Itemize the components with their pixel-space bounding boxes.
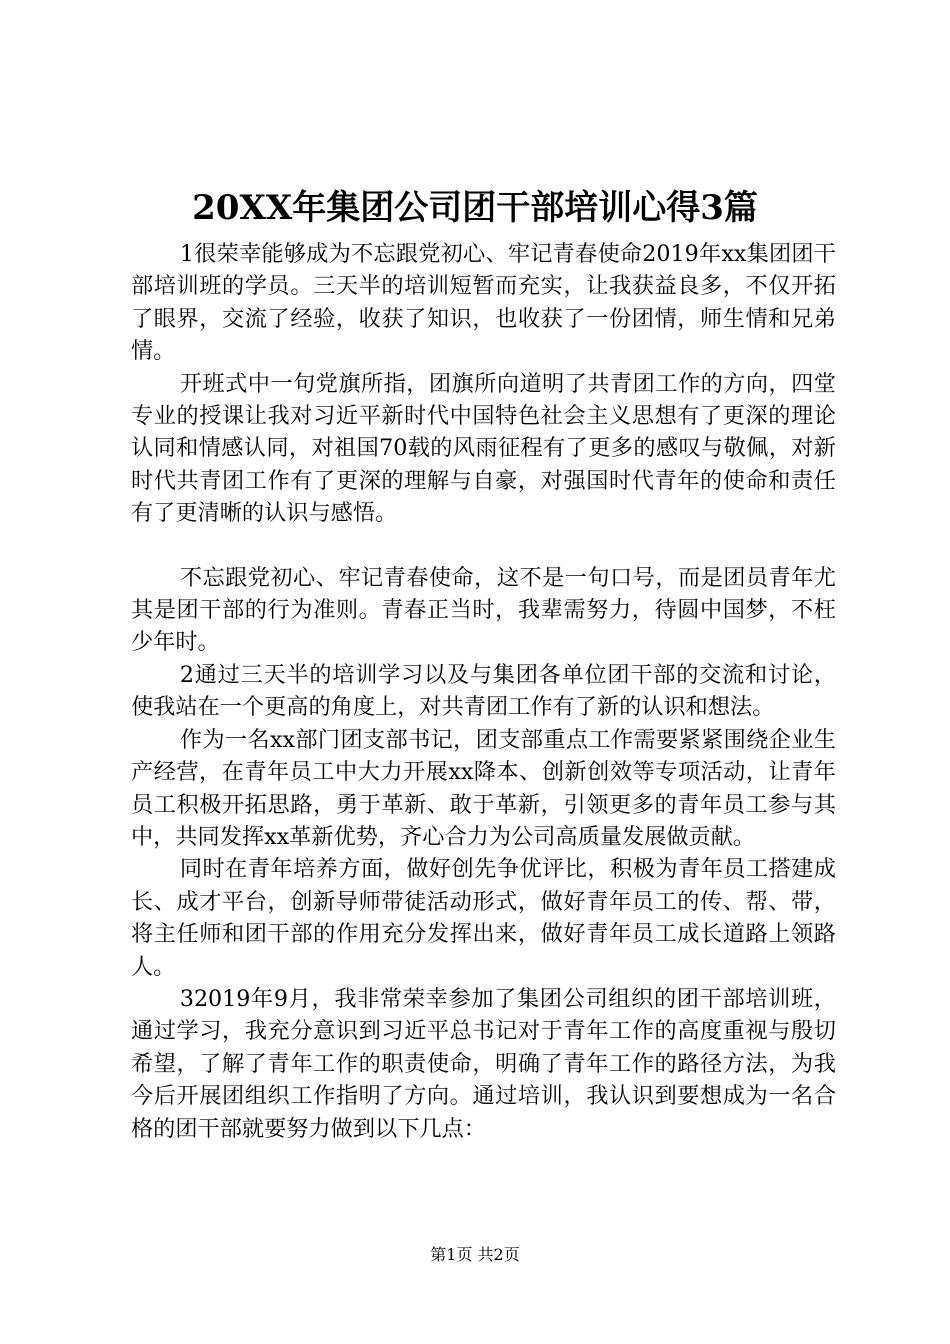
paragraph-spacer xyxy=(131,530,836,562)
paragraph-7: 32019年9月，我非常荣幸参加了集团公司组织的团干部培训班，通过学习，我充分意识到习近平总书记对于青年工作的高度重视与殷切希望，了解了青年工作的职责使命，明确了青年工作的路径方法，为我今后开展团组织工作指明了方向。通过培训，我认识到要想成为一名合格的团干部就要努力做到以下几点： xyxy=(131,985,836,1142)
page-number-label: 第1页 共2页 xyxy=(430,1245,520,1264)
paragraph-6: 同时在青年培养方面，做好创先争优评比，积极为青年员工搭建成长、成才平台，创新导师带徒活动形式，做好青年员工的传、帮、带，将主任师和团干部的作用充分发挥出来，做好青年员工成长道路上领路人。 xyxy=(131,856,836,980)
paragraph-2: 开班式中一句党旗所指，团旗所向道明了共青团工作的方向，四堂专业的授课让我对习近平新时代中国特色社会主义思想有了更深的理论认同和情感认同，对祖国70载的风雨征程有了更多的感叹与敬佩，对新时代共青团工作有了更深的理解与自豪，对强国时代青年的使命和责任有了更清晰的认识与感悟。 xyxy=(131,370,836,527)
document-title: 20XX年集团公司团干部培训心得3篇 xyxy=(192,188,758,228)
paragraph-1: 1很荣幸能够成为不忘跟党初心、牢记青春使命2019年xx集团团干部培训班的学员。三天半的培训短暂而充实，让我获益良多，不仅开拓了眼界，交流了经验，收获了知识，也收获了一份团情，师生情和兄弟情。 xyxy=(131,241,836,365)
document-body xyxy=(131,238,836,1145)
page-footer xyxy=(0,1244,950,1266)
paragraph-3: 不忘跟党初心、牢记青春使命，这不是一句口号，而是团员青年尤其是团干部的行为准则。青春正当时，我辈需努力，待圆中国梦，不枉少年时。 xyxy=(131,564,836,656)
paragraph-5: 作为一名xx部门团支部书记，团支部重点工作需要紧紧围绕企业生产经营，在青年员工中大力开展xx降本、创新创效等专项活动，让青年员工积极开拓思路，勇于革新、敢于革新，引领更多的青年员工参与其中，共同发挥xx革新优势，齐心合力为公司高质量发展做贡献。 xyxy=(131,726,836,850)
paragraph-4: 2通过三天半的培训学习以及与集团各单位团干部的交流和讨论，使我站在一个更高的角度上，对共青团工作有了新的认识和想法。 xyxy=(131,661,836,721)
